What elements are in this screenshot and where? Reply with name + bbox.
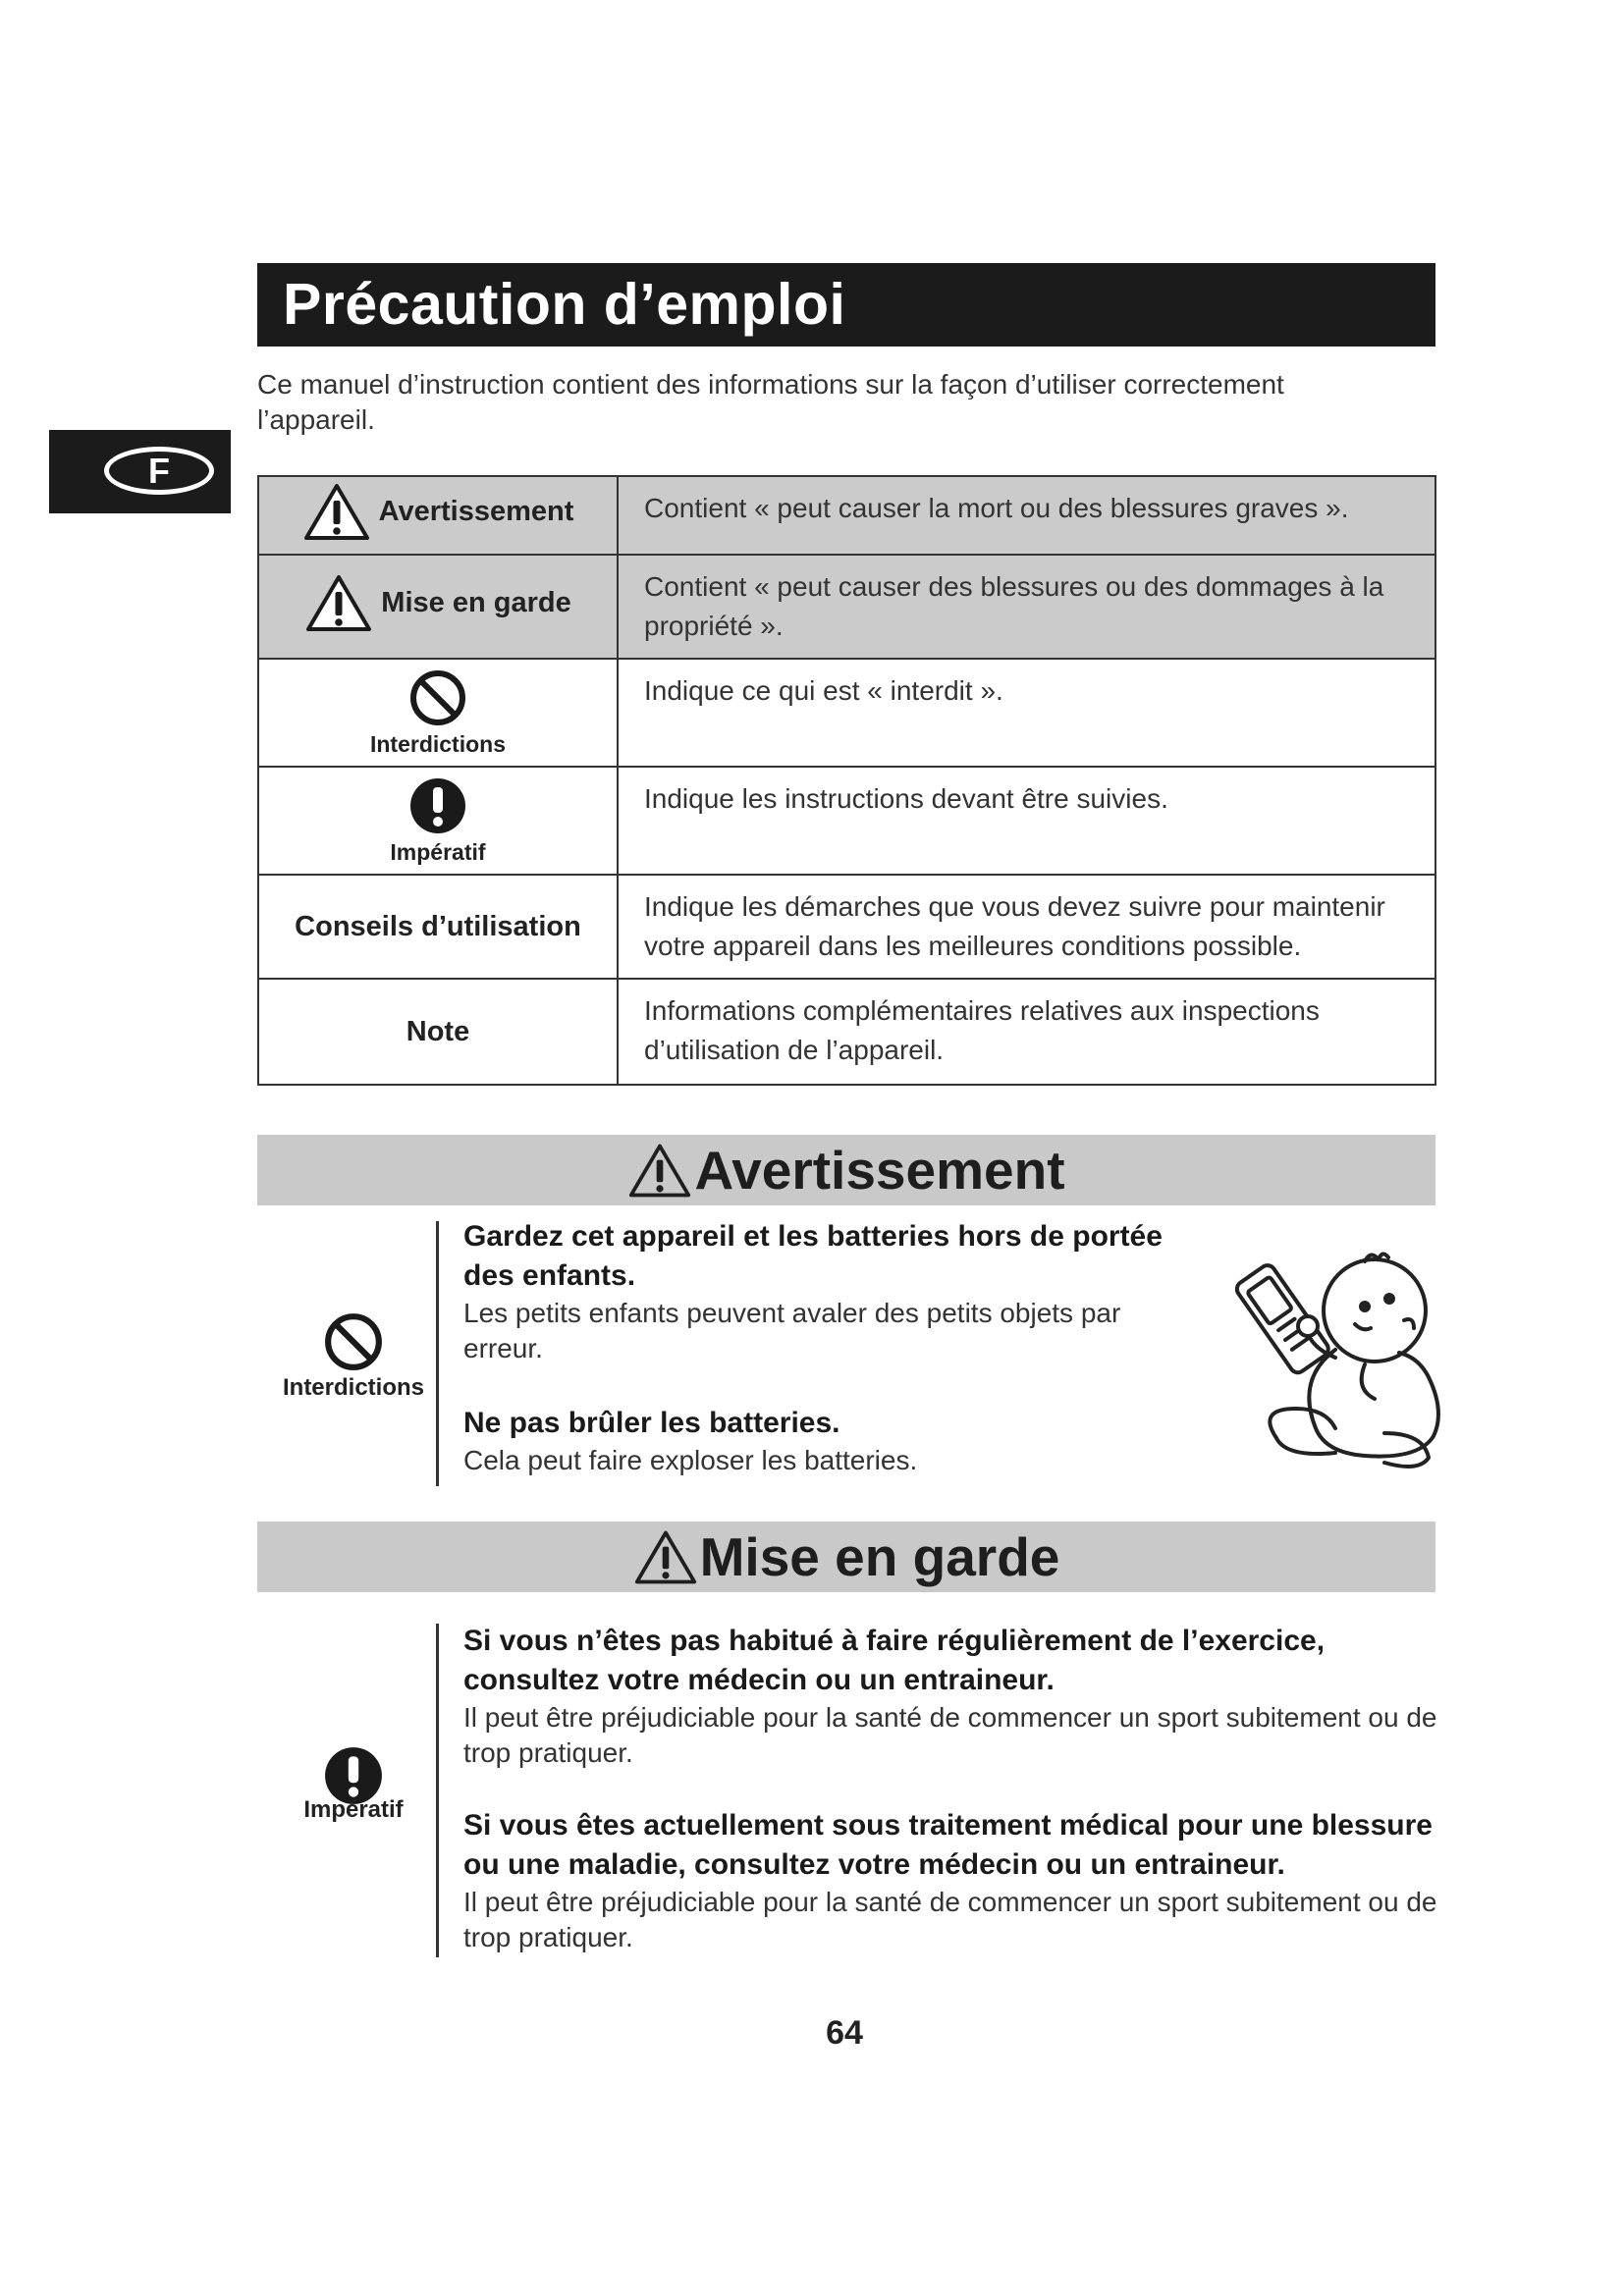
legend-description: Indique les démarches que vous devez suivre pour maintenir votre appareil dans les meilleures conditions possible. (618, 875, 1435, 979)
divider (436, 1624, 439, 1957)
legend-description: Indique les instructions devant être suivies. (618, 767, 1435, 875)
legend-description: Indique ce qui est « interdit ». (618, 659, 1435, 767)
page-number: 64 (826, 2014, 863, 2052)
caution-item (463, 1622, 1445, 1771)
caution-item (463, 1806, 1445, 1955)
warning-triangle-icon (633, 1528, 698, 1585)
warning-item (463, 1404, 1190, 1478)
legend-row-mandatory (258, 767, 1435, 875)
legend-row-warning (258, 476, 1435, 555)
page-title: Précaution d’emploi (257, 263, 1435, 347)
legend-label: Mise en garde (381, 586, 571, 618)
baby-illustration (1218, 1242, 1443, 1477)
legend-label: Interdictions (369, 730, 506, 757)
warning-triangle-icon (627, 1142, 692, 1199)
warning-section-header (257, 1135, 1435, 1205)
prohibition-icon (323, 1311, 384, 1372)
caution-item-body: Il peut être préjudiciable pour la santé de commencer un sport subitement ou de trop pratiquer. (463, 1702, 1437, 1768)
warning-item-body: Cela peut faire exploser les batteries. (463, 1445, 918, 1475)
side-icon-label: Impératif (303, 1796, 404, 1823)
legend-label: Avertissement (378, 495, 574, 527)
intro-text: Ce manuel d’instruction contient des informations sur la façon d’utiliser correctement l’appareil. (257, 369, 1284, 435)
caution-section-title: Mise en garde (699, 1526, 1060, 1587)
prohibition-icon (408, 668, 467, 727)
caution-item-body: Il peut être préjudiciable pour la santé de commencer un sport subitement ou de trop pratiquer. (463, 1887, 1437, 1952)
legend-label: Impératif (390, 838, 486, 865)
legend-description: Contient « peut causer des blessures ou des dommages à la propriété ». (618, 555, 1435, 659)
caution-section-header (257, 1522, 1435, 1592)
caution-item-title: Si vous n’êtes pas habitué à faire régulièrement de l’exercice, consultez votre médecin ou un entraineur. (463, 1625, 1326, 1696)
language-tab (49, 430, 231, 513)
legend-label: Conseils d’utilisation (258, 875, 618, 979)
legend-row-caution (258, 555, 1435, 659)
warning-side-icon (275, 1311, 432, 1402)
legend-description: Contient « peut causer la mort ou des blessures graves ». (618, 476, 1435, 555)
warning-item-title: Gardez cet appareil et les batteries hors de portée des enfants. (463, 1220, 1163, 1292)
warning-item (463, 1217, 1190, 1366)
legend-row-prohibition (258, 659, 1435, 767)
legend-description: Informations complémentaires relatives aux inspections d’utilisation de l’appareil. (618, 979, 1435, 1085)
side-icon-label: Interdictions (282, 1374, 424, 1401)
legend-row-note (258, 979, 1435, 1085)
divider (436, 1221, 439, 1486)
warning-item-title: Ne pas brûler les batteries. (463, 1407, 840, 1439)
warning-item-body: Les petits enfants peuvent avaler des petits objets par erreur. (463, 1298, 1121, 1363)
legend-label: Note (258, 979, 618, 1085)
caution-item-title: Si vous êtes actuellement sous traitement médical pour une blessure ou une maladie, consultez votre médecin ou un entraineur. (463, 1809, 1433, 1881)
legend-row-usage-tips (258, 875, 1435, 979)
caution-side-icon (275, 1745, 432, 1824)
exclamation-circle-icon (408, 776, 467, 835)
warning-triangle-icon (304, 573, 373, 632)
warning-triangle-icon (302, 482, 371, 541)
warning-section-title: Avertissement (694, 1140, 1065, 1201)
symbol-legend-table (257, 475, 1436, 1086)
language-label: F (104, 447, 214, 495)
